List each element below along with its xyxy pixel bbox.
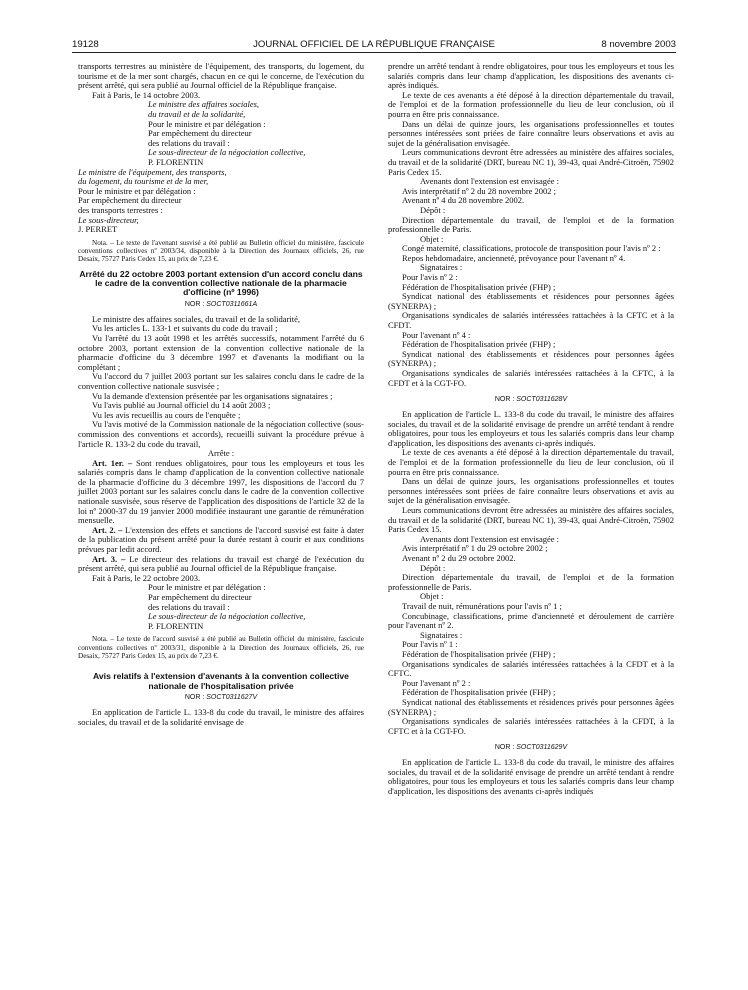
notice-paragraph: Pour l'avenant nº 2 : bbox=[402, 677, 471, 688]
notice-paragraph: Pour l'avenant nº 4 : bbox=[402, 329, 471, 340]
signature-line: Le sous-directeur de la négociation collective, bbox=[148, 147, 306, 158]
right-column bbox=[388, 62, 674, 797]
decree-preamble bbox=[78, 315, 364, 449]
notice-paragraph: Organisations syndicales de salariés intéressées rattachées à la CFDT et à la CFTC. bbox=[388, 658, 674, 679]
nota-2: Nota. – Le texte de l'accord susvisé a été publié au Bulletin officiel du ministère, fascicule conventions collectives nº 2003/31, disponible à la Direction des Journaux officiels, 26, rue Desaix, 75727 Paris Cedex 15, au prix de 7,23 €. bbox=[78, 635, 364, 660]
notice-paragraph: Fédération de l'hospitalisation privée (FHP) ; bbox=[402, 281, 556, 292]
notice-paragraph: Signataires : bbox=[420, 629, 463, 640]
signature-line: P. FLORENTIN bbox=[148, 620, 204, 631]
signature-line: P. FLORENTIN bbox=[148, 156, 204, 167]
notice-paragraph: Direction départementale du travail, de l'emploi et de la formation professionnelle de Paris. bbox=[388, 214, 674, 235]
preamble-paragraph: Vu les articles L. 133-1 et suivants du code du travail ; bbox=[92, 323, 278, 334]
preamble-paragraph: Vu l'avis motivé de la Commission nationale de la négociation collective (sous-commission des conventions et accords), recueilli suivant la procédure prévue à l'article R. 133-2 du code du travail, bbox=[78, 419, 364, 449]
signature-block-3 bbox=[148, 583, 364, 631]
notice-paragraph: Fédération de l'hospitalisation privée (FHP) ; bbox=[402, 648, 556, 659]
notice-paragraph: Avenants dont l'extension est envisagée : bbox=[420, 533, 559, 544]
notice-block-3: En application de l'article L. 133-8 du code du travail, le ministre des affaires sociales, du travail et de la solidarité envisage de prendre un arrêté tendant à rendre obligatoires, pour tous les employeurs et tous les salariés compris dans leur champ d'application, les dispositions des avenants ci-après indiqués bbox=[388, 757, 674, 796]
notice-paragraph: Avis interprétatif nº 2 du 28 novembre 2002 ; bbox=[402, 185, 557, 196]
nor-reference-1: NOR : SOCT0311661A bbox=[184, 300, 258, 308]
preamble-paragraph: Le ministre des affaires sociales, du travail et de la solidarité, bbox=[92, 313, 301, 324]
signature-line: Le ministre des affaires sociales, bbox=[148, 99, 260, 110]
signature-line: Par empêchement du directeur bbox=[148, 128, 252, 139]
signature-line: du logement, du tourisme et de la mer, bbox=[78, 176, 209, 187]
article-3: Art. 3. – Le directeur des relations du travail est chargé de l'exécution du présent arrêté, qui sera publié au Journal officiel de la République française. bbox=[78, 553, 364, 574]
page-header bbox=[72, 36, 676, 53]
signature-line: J. PERRET bbox=[78, 224, 118, 235]
signature-line: Pour le ministre et par délégation : bbox=[78, 185, 196, 196]
notice-paragraph: Organisations syndicales de salariés intéressées rattachées à la CFTC et à la CFDT. bbox=[388, 310, 674, 331]
arrete-label: Arrête : bbox=[207, 448, 235, 459]
signature-block-2 bbox=[78, 168, 274, 235]
notice-paragraph: Objet : bbox=[420, 233, 444, 244]
signature-line: des relations du travail : bbox=[148, 137, 230, 148]
notice-paragraph: Travail de nuit, rémunérations pour l'avis nº 1 ; bbox=[402, 600, 562, 611]
signature-line: des transports terrestres : bbox=[78, 204, 163, 215]
signature-line: du travail et de la solidarité, bbox=[148, 108, 246, 119]
notice-paragraph: Congé maternité, classifications, protocole de transposition pour l'avis nº 2 : bbox=[402, 243, 661, 254]
notice-paragraph: Avenant nº 4 du 28 novembre 2002. bbox=[402, 195, 525, 206]
notice-paragraph: Fédération de l'hospitalisation privée (FHP) ; bbox=[402, 687, 556, 698]
notice-paragraph: Syndicat national des établissements et résidences privés pour personnes âgées (SYNERPA) ; bbox=[388, 696, 674, 717]
preamble-paragraph: Vu l'accord du 7 juillet 2003 portant sur les salaires conclu dans le cadre de la convention collective nationale susvisée ; bbox=[78, 371, 364, 391]
signature-line: Pour le ministre et par délégation : bbox=[148, 118, 266, 129]
notice-paragraph: Syndicat national des établissements et résidences pour personnes âgées (SYNERPA) ; bbox=[388, 291, 674, 311]
preamble-paragraph: Vu l'arrêté du 13 août 1998 et les arrêtés successifs, notamment l'arrêté du 6 octobre 2003, portant extension de la convention collective nationale de la pharmacie d'officine du 3 décembre 1997 et d'avenants la modifiant ou la complétant ; bbox=[78, 332, 364, 372]
nor-reference-3: NOR : SOCT0311628V bbox=[494, 396, 568, 404]
journal-title: JOURNAL OFFICIEL DE LA RÉPUBLIQUE FRANÇAISE bbox=[253, 39, 495, 50]
notice-opening: En application de l'article L. 133-8 du code du travail, le ministre des affaires sociales, du travail et de la solidarité envisage de bbox=[78, 707, 364, 727]
notice-paragraph: Dans un délai de quinze jours, les organisations professionnelles et toutes personnes intéressées sont priées de faire connaître leurs observations et avis au sujet de la généralisation envisagée. bbox=[388, 118, 674, 148]
notice-paragraph: Dépôt : bbox=[420, 562, 446, 573]
notice-paragraph: Leurs communications devront être adressées au ministère des affaires sociales, du travail et de la solidarité (DRT, bureau NC 1), 39-43, quai André-Citroën, 75902 Paris Cedex 15. bbox=[388, 505, 674, 535]
notice-paragraph: Syndicat national des établissements et résidences pour personnes âgées (SYNERPA) ; bbox=[388, 348, 674, 369]
notice-paragraph: Direction départementale du travail, de l'emploi et de la formation professionnelle de Paris. bbox=[388, 572, 674, 592]
preamble-paragraph: Vu l'avis publié au Journal officiel du 14 août 2003 ; bbox=[92, 400, 271, 411]
signature-line: Le sous-directeur, bbox=[78, 214, 139, 225]
notice-paragraph: Le texte de ces avenants a été déposé à la direction départementale du travail, de l'emploi et de la formation professionnelle du lieu de leur conclusion, où il pourra en être pris connaissance. bbox=[388, 89, 674, 119]
notice-block-1 bbox=[388, 62, 674, 388]
signature-line: Le sous-directeur de la négociation collective, bbox=[148, 611, 306, 622]
article-2: Art. 2. – L'extension des effets et sanctions de l'accord susvisé est faite à dater de la publication du présent arrêté pour la durée restant à courir et aux conditions prévues par ledit accord. bbox=[78, 524, 365, 555]
signature-line: Le ministre de l'équipement, des transports, bbox=[78, 166, 227, 177]
notice-paragraph: Dans un délai de quinze jours, les organisations professionnelles et toutes personnes intéressées sont priées de faire connaître leurs observations et avis au sujet de la généralisation envisagée. bbox=[388, 476, 674, 506]
signature-line: Pour le ministre et par délégation : bbox=[148, 582, 266, 593]
intro-paragraph: transports terrestres au ministère de l'équipement, des transports, du logement, du tourisme et de la mer sont chargés, chacun en ce qui le concerne, de l'exécution du présent arrêté, qui sera publié au Journal officiel de la République française. bbox=[78, 61, 364, 91]
notice-paragraph: Pour l'avis nº 1 : bbox=[402, 639, 458, 650]
decree-title: Arrêté du 22 octobre 2003 portant extension d'un accord conclu dans le cadre de la convention collective nationale de la pharmacie d'officine (nº 1996) bbox=[79, 268, 363, 298]
notice-paragraph: Avis interprétatif nº 1 du 29 octobre 2002 ; bbox=[402, 543, 548, 554]
notice-paragraph: Leurs communications devront être adressées au ministère des affaires sociales, du travail et de la solidarité (DRT, bureau NC 1), 39-43, quai André-Citroën, 75902 Paris Cedex 15. bbox=[388, 147, 674, 177]
notice-paragraph: Le texte de ces avenants a été déposé à la direction départementale du travail, de l'emploi et de la formation professionnelle du lieu de leur conclusion, où il pourra en être pris connaissance. bbox=[388, 447, 674, 477]
notice-title: Avis relatifs à l'extension d'avenants à la convention collective nationale de l'hospitalisation privée bbox=[93, 671, 349, 691]
issue-date: 8 novembre 2003 bbox=[601, 39, 676, 50]
notice-paragraph: En application de l'article L. 133-8 du code du travail, le ministre des affaires sociales, du travail et de la solidarité envisage de prendre un arrêté tendant à rendre obligatoires, pour tous les employeurs et tous les salariés compris dans leur champ d'application, les dispositions des avenants ci-après indiqués. bbox=[388, 409, 674, 448]
left-column bbox=[78, 62, 364, 727]
page-number: 19128 bbox=[72, 39, 99, 50]
notice-paragraph: Organisations syndicales de salariés intéressées rattachées à la CFDT, à la CFTC et à la CGT-FO. bbox=[388, 716, 674, 736]
preamble-paragraph: Vu la demande d'extension présentée par les organisations signataires ; bbox=[92, 390, 333, 401]
nor-reference-2: NOR : SOCT0311627V bbox=[184, 694, 258, 702]
article-1: Art. 1er. – Sont rendues obligatoires, pour tous les employeurs et tous les salariés compris dans le champ d'application de la convention collective nationale de la pharmacie d'officine du 3 décembre 1997, les dispositions de l'accord du 7 juillet 2003 portant sur les salaires conclu dans le cadre de la convention collective nationale susvisée, sous réserve de l'application des dispositions de l'article 32 de la loi nº 2000-37 du 19 janvier 2000 modifiée instaurant une garantie de rémunération mensuelle. bbox=[78, 457, 365, 526]
notice-paragraph: Organisations syndicales de salariés intéressées rattachées à la CFTC, à la CFDT et à la CGT-FO. bbox=[388, 368, 674, 388]
nota-1: Nota. – Le texte de l'avenant susvisé a été publié au Bulletin officiel du ministère, fascicule conventions collectives nº 2003/34, disponible à la Direction des Journaux officiels, 26, rue Desaix, 75727 Paris Cedex 15, au prix de 7,23 €. bbox=[78, 238, 364, 264]
notice-paragraph: Objet : bbox=[420, 591, 444, 602]
notice-paragraph: Concubinage, classifications, prime d'ancienneté et déroulement de carrière pour l'avenant nº 2. bbox=[388, 610, 674, 631]
signature-line: Par empêchement du directeur bbox=[78, 195, 182, 206]
nor-reference-4: NOR : SOCT0311629V bbox=[494, 744, 568, 752]
notice-paragraph: Avenants dont l'extension est envisagée : bbox=[420, 176, 559, 187]
notice-paragraph: prendre un arrêté tendant à rendre obligatoires, pour tous les employeurs et tous les salariés compris dans leur champ d'application, les dispositions des avenants ci-après indiqués. bbox=[388, 61, 674, 91]
signature-line: des relations du travail : bbox=[148, 601, 230, 612]
signature-block-1 bbox=[148, 100, 364, 167]
notice-block-2 bbox=[388, 410, 674, 736]
notice-paragraph: Repos hebdomadaire, ancienneté, prévoyance pour l'avenant nº 4. bbox=[402, 252, 626, 263]
notice-paragraph: Avenant nº 2 du 29 octobre 2002. bbox=[402, 553, 516, 563]
notice-paragraph: Dépôt : bbox=[420, 204, 446, 215]
fait-date-1: Fait à Paris, le 14 octobre 2003. bbox=[92, 89, 201, 100]
signature-line: Par empêchement du directeur bbox=[148, 592, 252, 603]
preamble-paragraph: Vu les avis recueillis au cours de l'enquête ; bbox=[92, 409, 241, 420]
notice-paragraph: Fédération de l'hospitalisation privée (FHP) ; bbox=[402, 339, 556, 350]
fait-date-2: Fait à Paris, le 22 octobre 2003. bbox=[92, 572, 201, 583]
notice-paragraph: Signataires : bbox=[420, 262, 463, 273]
notice-paragraph: Pour l'avis nº 2 : bbox=[402, 272, 458, 283]
